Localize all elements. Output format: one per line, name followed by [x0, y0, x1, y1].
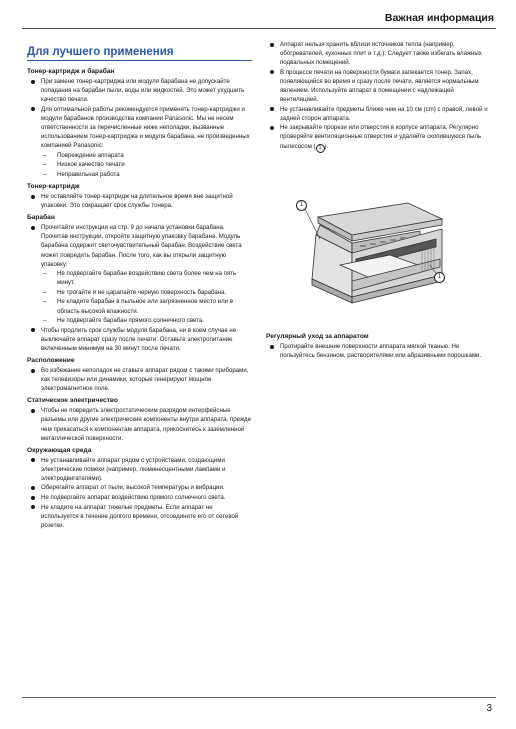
location-list [27, 366, 252, 393]
list-item: Чтобы не повредить электростатическим разрядом интерфейсные разъемы или другие электрические компоненты внутри аппарата, прежде чем прикасаться к компонентам аппарата, прикоснитесь к заземленной металлической поверхности. [27, 406, 252, 442]
list-item: При замене тонер-картриджа или модуля барабана не допускайте попадания на барабан пыли, воды или жидкостей. Это может ухудшить качество печати. [27, 77, 252, 104]
list-item: Аппарат нельзя хранить вблизи источников тепла (например, обогревателей, кухонных плит и т.д.). Следует также избегать влажных подвальных помещений. [266, 40, 490, 67]
list-item: Не устанавливайте предметы ближе чем на 10 см (cm) с правой, левой и задней сторон аппарата. [266, 105, 490, 123]
right-list [266, 40, 490, 153]
subheading-care: Регулярный уход за аппаратом [266, 333, 369, 340]
list-item: Для оптимальной работы рекомендуется применять тонер-картриджи и модули барабанов производства компании Panasonic. Мы не несем ответственности за перечисленные ниже неполадки, вызванные использованием тонер-картриджа и модуля барабана, не произведенных компанией Panasonic: [27, 105, 252, 150]
right-column [266, 40, 490, 153]
printer-illustration [290, 195, 450, 315]
dash-item: – Не трогайте и не царапайте черную поверхность барабана. [27, 288, 252, 297]
vent-text-end: ). [324, 142, 329, 150]
list-item: Не кладите на аппарат тяжелые предметы. Если аппарат не используется в течение долгого времени, отсоедините его от сетевой розетки. [27, 503, 252, 530]
header-title: Важная информация [384, 12, 494, 24]
list-item: Не оставляйте тонер-картридж на длительное время вне защитной упаковки. Это сокращает срок службы тонера. [27, 192, 252, 210]
care-section [266, 329, 490, 361]
environment-list [27, 456, 252, 530]
list-item: Оберегайте аппарат от пыли, высокой температуры и вибрации. [27, 483, 252, 492]
dash-item: – Повреждение аппарата [27, 151, 252, 160]
callout-marker-1: 1 [296, 200, 307, 211]
left-column [27, 46, 252, 530]
list-item: Не подвергайте аппарат воздействию прямого солнечного света. [27, 493, 252, 502]
toner-list [27, 192, 252, 210]
subheading-environment: Окружающая среда [27, 446, 92, 454]
list-item: Протирайте внешние поверхности аппарата мягкой тканью. Не пользуйтесь бензином, растворителями или абразивными порошками. [266, 342, 490, 360]
dash-item: – Неправильная работа [27, 170, 252, 179]
subheading-toner-drum: Тонер-картридж и барабан [27, 68, 115, 75]
subheading-drum: Барабан [27, 214, 55, 222]
toner-drum-list [27, 77, 252, 179]
callout-marker-inline: 1 [316, 144, 325, 153]
subheading-toner: Тонер-картридж [27, 183, 80, 191]
dash-item: – Не кладите барабан в пыльное или загрязненное место или в область высокой влажности. [27, 297, 252, 315]
dash-item: – Низкое качество печати [27, 160, 252, 169]
drum-list [27, 223, 252, 353]
dash-item: – Не подвергайте барабан воздействию света более чем на пять минут. [27, 269, 252, 287]
subheading-static: Статическое электричество [27, 397, 118, 405]
list-item: Прочитайте инструкции на стр. 9 до начала установки барабана. Прочитав инструкции, откройте защитную упаковку барабана. Модуль барабана содержит светочувствительный барабан. Воздействие света может повредить барабан. После того, как вы открыли защитную упаковку: [27, 223, 252, 268]
list-item: В процессе печати на поверхности бумаги запекается тонер. Запах, появляющийся во время и сразу после печати, является нормальным явлением. Используйте аппарат в помещении с надлежащей вентиляцией. [266, 68, 490, 104]
list-item: Не устанавливайте аппарат рядом с устройствами, создающими электрические помехи (например, люминесцентными лампами и электродвигателями). [27, 456, 252, 483]
footer-rule [22, 697, 496, 698]
care-list [266, 342, 490, 360]
section-title: Для лучшего применения [27, 46, 252, 61]
dash-item: – Не подвергайте барабан прямого солнечного света. [27, 316, 252, 325]
page-number: 3 [486, 703, 492, 714]
callout-marker-2: 1 [434, 272, 445, 283]
vent-text: Не закрывайте прорези или отверстия в корпусе аппарата. Регулярно проверяйте вентиляционные отверстия и удаляйте скопившуюся пыль пылесосом ( [280, 124, 482, 150]
list-item: Во избежание неполадок не ставьте аппарат рядом с такими приборами, как телевизоры или динамики, которые генерируют мощное электромагнитное поле. [27, 366, 252, 393]
list-item: Чтобы продлить срок службы модуля барабана, ни в коем случае не выключайте аппарат сразу после печати. Оставьте электропитание включенным минимум на 30 минут после печати. [27, 326, 252, 353]
header-rule [22, 28, 496, 29]
list-item-vent [266, 123, 490, 152]
static-list [27, 406, 252, 442]
subheading-location: Расположение [27, 357, 75, 365]
